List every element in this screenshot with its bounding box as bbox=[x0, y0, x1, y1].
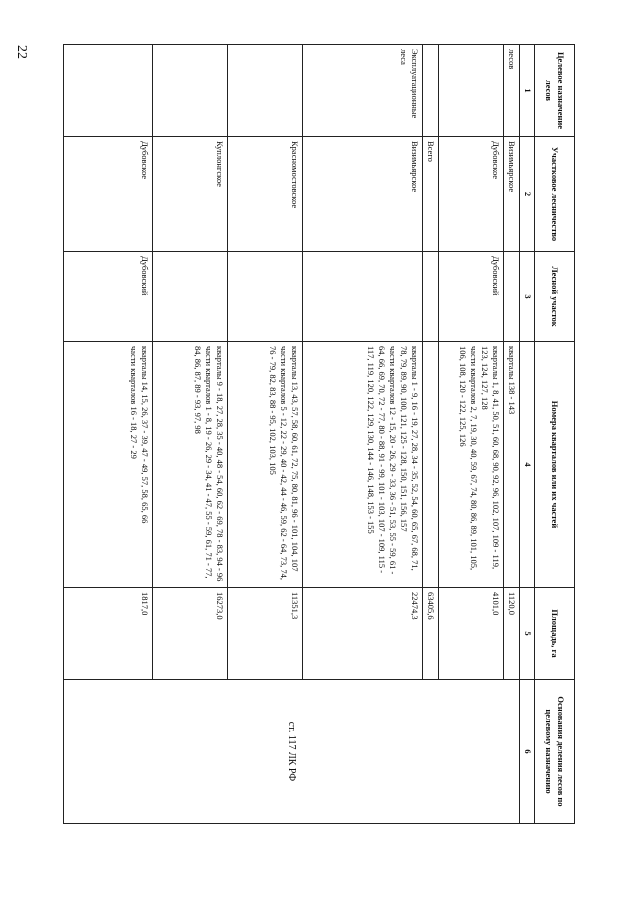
table-row bbox=[503, 45, 519, 824]
basis-cell: ст. 117 ЛК РФ bbox=[64, 680, 520, 824]
area-cell: 1817,0 bbox=[64, 588, 153, 680]
purpose-cell bbox=[227, 45, 302, 137]
district-cell: Красномостовское bbox=[227, 137, 302, 252]
header-purpose: Целевое назначение лесов bbox=[535, 45, 575, 137]
rotated-page-region bbox=[63, 44, 575, 823]
header-area: Площадь, га bbox=[535, 588, 575, 680]
quarters-cell: кварталы 13, 43, 57, 58, 60, 61, 72, 75, 80, 81, 96 - 101, 104, 107 части кварталов 5 - 12, 22 - 29, 40 - 42, 44 - 46, 59, 62 - 64, 73, 74, 76 - 79, 82, 83, 88 - 95, 102, 103, 105 bbox=[227, 342, 302, 588]
header-district: Участковое лесничество bbox=[535, 137, 575, 252]
district-cell: Куплонгское bbox=[152, 137, 227, 252]
column-number: 2 bbox=[520, 137, 535, 252]
plot-cell: Дубовский bbox=[64, 252, 153, 342]
area-cell: 22474,3 bbox=[302, 588, 422, 680]
quarters-cell: кварталы 14, 15, 26, 37 - 39, 47 - 49, 57, 58, 65, 66 части кварталов 16 - 18, 27 - 29 bbox=[64, 342, 153, 588]
purpose-cell: лесов bbox=[503, 45, 519, 137]
district-cell: Визимьярское bbox=[503, 137, 519, 252]
plot-cell bbox=[503, 252, 519, 342]
quarters-cell bbox=[422, 342, 438, 588]
quarters-cell: кварталы 1 - 9, 16 - 19, 27, 28, 34 - 35, 52, 54, 60, 65, 67, 68, 71, 78, 79, 89, 90, 100, 121, 125 - 128, 150, 151, 156, 157 части кварталов 12 - 15, 20 - 26, 29 - 33, 36 - 51, 53, 55 - 59, 61 - 64, 66, 69, 70, 72 - 77, 80 - 88, 91 - 99, 101 - 103, 107 - 109, 115 - 117, 119, 120, 122, 129, 130, 144 - 146, 148, 153 - 155 bbox=[302, 342, 422, 588]
column-number: 3 bbox=[520, 252, 535, 342]
quarters-cell: кварталы 1, 8, 41, 50, 51, 60, 68, 90, 92, 96, 102, 107, 109 - 119, 123, 124, 127, 128 части кварталов 2, 7, 19, 30, 40, 59, 67, 74, 80, 86, 89, 101, 105, 106, 108, 120 - 122, 125, 126 bbox=[438, 342, 503, 588]
column-number: 4 bbox=[520, 342, 535, 588]
district-cell: Визимьярское bbox=[302, 137, 422, 252]
plot-cell bbox=[152, 252, 227, 342]
area-cell: 4101,0 bbox=[438, 588, 503, 680]
column-number: 6 bbox=[520, 680, 535, 824]
plot-cell bbox=[227, 252, 302, 342]
header-quarters: Номера кварталов или их частей bbox=[535, 342, 575, 588]
plot-cell bbox=[422, 252, 438, 342]
purpose-cell bbox=[438, 45, 503, 137]
purpose-cell bbox=[152, 45, 227, 137]
plot-cell: Дубовский bbox=[438, 252, 503, 342]
header-basis: Основания деления лесов по целевому назначению bbox=[535, 680, 575, 824]
forest-purpose-table bbox=[63, 44, 575, 824]
purpose-cell bbox=[64, 45, 153, 137]
district-cell: Всего bbox=[422, 137, 438, 252]
purpose-cell: Эксплуатационные леса bbox=[302, 45, 422, 137]
quarters-cell: кварталы 138 - 143 bbox=[503, 342, 519, 588]
forest-purpose-table-container bbox=[63, 44, 575, 823]
header-row bbox=[535, 45, 575, 824]
purpose-cell bbox=[422, 45, 438, 137]
header-plot: Лесной участок bbox=[535, 252, 575, 342]
column-number: 1 bbox=[520, 45, 535, 137]
area-cell: 63405,6 bbox=[422, 588, 438, 680]
column-number-row bbox=[520, 45, 535, 824]
district-cell: Дубовское bbox=[64, 137, 153, 252]
district-cell: Дубовское bbox=[438, 137, 503, 252]
quarters-cell: кварталы 9 - 18, 27, 28, 35 - 40, 48 - 54, 60, 62 - 69, 78 - 83, 94 - 96 части кварталов 1 - 8, 19 - 26, 29 - 34, 41 - 47, 55 - 59, 61, 71 - 77, 84, 86, 87, 89 - 93, 97, 98 bbox=[152, 342, 227, 588]
column-number: 5 bbox=[520, 588, 535, 680]
area-cell: 16273,0 bbox=[152, 588, 227, 680]
page-number: 22 bbox=[14, 45, 29, 59]
area-cell: 11351,3 bbox=[227, 588, 302, 680]
area-cell: 1120,0 bbox=[503, 588, 519, 680]
plot-cell bbox=[302, 252, 422, 342]
